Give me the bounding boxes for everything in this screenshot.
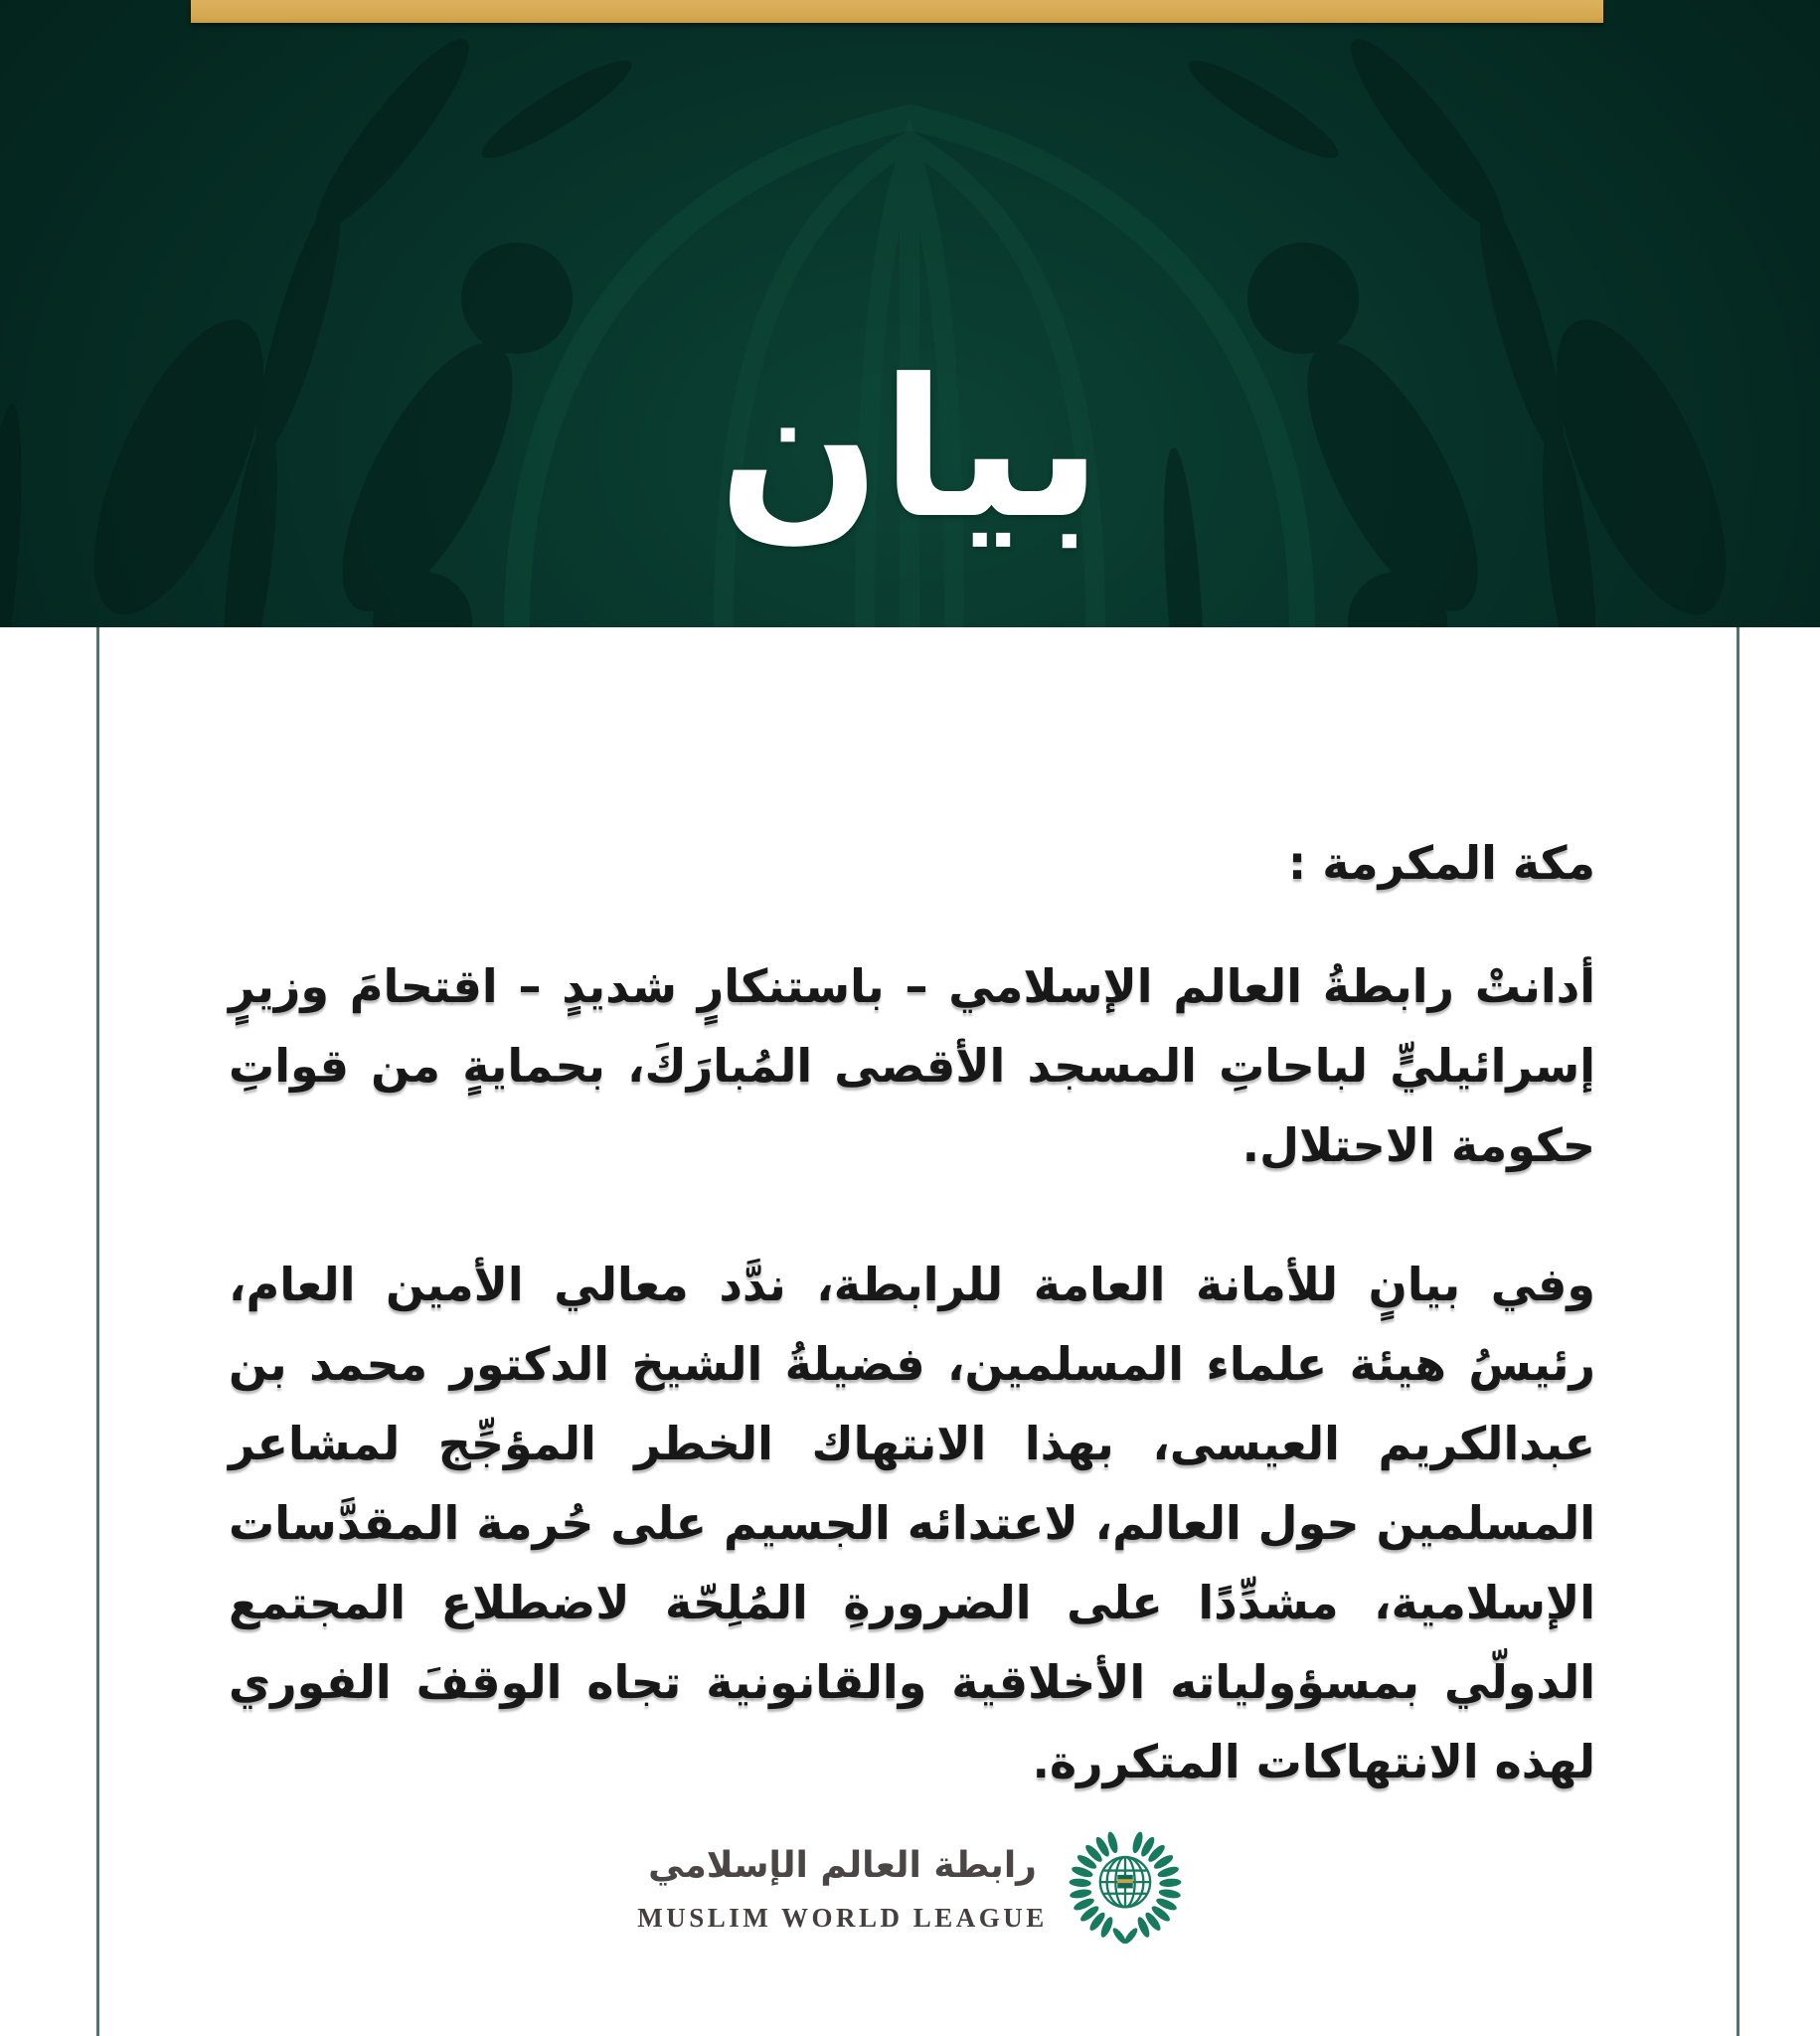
header-banner [0,0,1820,627]
mwl-emblem-globe-wreath-icon [1068,1825,1183,1947]
mwl-logo-arabic-name: رابطة العالم الإسلامي [648,1845,1037,1886]
gold-accent-bar [191,0,1603,23]
statement-title-calligraphy: بيان [718,339,1102,561]
mwl-logo [0,1825,1820,1947]
statement-paragraph-2: وفي بيانٍ للأمانة العامة للرابطة، ندَّد معالي الأمين العام، رئيسُ هيئة علماء المسلمين، فضيلةُ الشيخ الدكتور محمد بن عبدالكريم العيسى، بهذا الانتهاك الخطر المؤجِّج لمشاعر المسلمين حول العالم، لاعتدائه الجسيم على حُرمة المقدَّسات الإسلامية، مشدِّدًا على الضرورةِ المُلِحّة لاضطلاع المجتمع الدولّي بمسؤولياته الأخلاقية والقانونية تجاه الوقفَ الفوري لهذه الانتهاكات المتكررة. [229,1258,1595,1788]
mwl-logo-english-name: MUSLIM WORLD LEAGUE [637,1903,1048,1933]
mwl-logo-text [637,1837,1048,1935]
location-heading: مكة المكرمة : [1287,836,1595,890]
statement-paragraph-1: أدانتْ رابطةُ العالم الإسلامي – باستنكارٍ شديدٍ – اقتحامَ وزيرٍ إسرائيليٍّ لباحاتِ المسجد الأقصى المُبارَكَ، بحمايةٍ من قواتِ حكومة الاحتلال. [229,959,1595,1172]
